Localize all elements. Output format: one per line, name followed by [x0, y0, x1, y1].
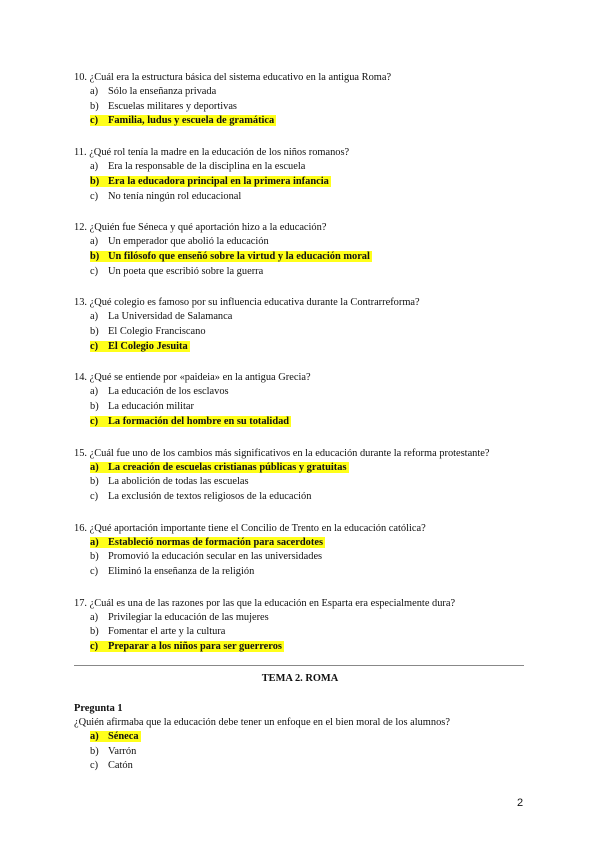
option-text: Sólo la enseñanza privada — [108, 86, 217, 97]
option-text: Era la educadora principal en la primera infancia — [108, 175, 329, 187]
section-title: TEMA 2. ROMA — [261, 673, 339, 684]
pregunta-text: ¿Quién afirmaba que la educación debe tener un enfoque en el bien moral de los alumnos? — [74, 717, 450, 728]
pregunta-options — [74, 730, 544, 774]
option — [74, 385, 544, 400]
option-text: La abolición de todas las escuelas — [108, 476, 249, 488]
option-text: Privilegiar la educación de las mujeres — [108, 611, 269, 623]
question-text: 13. ¿Qué colegio es famoso por su influencia educativa durante la Contrarreforma? — [74, 297, 420, 309]
highlighted-answer — [90, 115, 276, 126]
question-text: 12. ¿Quién fue Séneca y qué aportación hizo a la educación? — [74, 222, 327, 234]
option-text: Era la responsable de la disciplina en la escuela — [108, 161, 306, 173]
option-letter: c) — [90, 265, 99, 277]
option-letter: a) — [90, 461, 99, 473]
option — [74, 550, 544, 565]
question-text: 17. ¿Cuál es una de las razones por las que la educación en Esparta era especialmente dura? — [74, 597, 456, 609]
option — [74, 475, 544, 490]
pregunta-block — [74, 702, 544, 774]
option-text: Fomentar el arte y la cultura — [108, 626, 226, 638]
option-letter: b) — [90, 476, 99, 488]
option-correct — [74, 250, 544, 265]
option-letter: a) — [90, 731, 99, 742]
option-letter: c) — [90, 641, 99, 653]
option-letter: c) — [90, 115, 99, 127]
question-block — [74, 522, 544, 580]
option — [74, 745, 544, 760]
option — [74, 565, 544, 580]
option — [74, 160, 544, 175]
option-text: Varrón — [108, 745, 137, 757]
option — [74, 759, 544, 774]
option-correct — [74, 461, 544, 476]
option-text: El Colegio Jesuita — [108, 340, 188, 352]
option-text: El Colegio Franciscano — [108, 326, 206, 338]
question-options — [74, 611, 544, 655]
option — [74, 625, 544, 640]
option-letter: a) — [90, 161, 99, 173]
option-correct — [74, 640, 544, 655]
question-text: 15. ¿Cuál fue uno de los cambios más significativos en la educación durante la reforma protestante? — [74, 447, 490, 459]
question-block — [74, 71, 544, 129]
option-correct — [74, 730, 544, 745]
question-options — [74, 235, 544, 279]
option — [74, 490, 544, 505]
question-options — [74, 85, 544, 129]
highlighted-answer — [90, 641, 284, 652]
option — [74, 265, 544, 280]
option-letter: a) — [90, 86, 99, 97]
option-letter: a) — [90, 236, 99, 248]
option-text: Preparar a los niños para ser guerreros — [108, 641, 282, 653]
option-text: Promovió la educación secular en las universidades — [108, 551, 323, 563]
option-letter: b) — [90, 401, 99, 413]
option-letter: b) — [90, 745, 99, 757]
question-text: 16. ¿Qué aportación importante tiene el Concilio de Trento en la educación católica? — [74, 522, 426, 534]
option-correct — [74, 340, 544, 355]
option — [74, 611, 544, 626]
question-list — [74, 71, 544, 672]
option-letter: c) — [90, 490, 99, 502]
option — [74, 310, 544, 325]
question-text: 10. ¿Cuál era la estructura básica del sistema educativo en la antigua Roma? — [74, 72, 392, 83]
option-letter: c) — [90, 340, 99, 352]
question-block — [74, 371, 544, 429]
option-text: La Universidad de Salamanca — [108, 311, 233, 323]
option-letter: b) — [90, 100, 99, 112]
option — [74, 235, 544, 250]
option-letter: b) — [90, 551, 99, 563]
option-text: Eliminó la enseñanza de la religión — [108, 566, 255, 578]
option-letter: b) — [90, 326, 99, 338]
option-text: Un poeta que escribió sobre la guerra — [108, 265, 264, 277]
page-number: 2 — [517, 797, 524, 809]
highlighted-answer — [90, 537, 325, 548]
question-options — [74, 310, 544, 354]
option-letter: c) — [90, 415, 99, 427]
question-block — [74, 447, 544, 505]
option-text: Un emperador que abolió la educación — [108, 236, 269, 248]
option-letter: c) — [90, 566, 99, 578]
option-text: Escuelas militares y deportivas — [108, 100, 237, 112]
option-letter: a) — [90, 536, 99, 548]
option-text: Un filósofo que enseñó sobre la virtud y la educación moral — [108, 250, 370, 262]
option-letter: b) — [90, 626, 99, 638]
option-text: Familia, ludus y escuela de gramática — [108, 115, 275, 127]
option-text: La exclusión de textos religiosos de la educación — [108, 490, 312, 502]
section-divider — [74, 665, 524, 666]
option-letter: a) — [90, 386, 99, 398]
question-block — [74, 597, 544, 655]
highlighted-answer — [90, 462, 349, 473]
option-correct — [74, 175, 544, 190]
option-correct — [74, 536, 544, 551]
option-text: La educación de los esclavos — [108, 386, 229, 398]
question-block — [74, 296, 544, 354]
option-correct — [74, 114, 544, 129]
question-text: 11. ¿Qué rol tenía la madre en la educación de los niños romanos? — [74, 147, 350, 159]
highlighted-answer — [90, 416, 291, 427]
option — [74, 325, 544, 340]
question-options — [74, 160, 544, 204]
option — [74, 400, 544, 415]
option-text: La formación del hombre en su totalidad — [108, 415, 290, 427]
option-letter: b) — [90, 250, 100, 262]
option-text: La educación militar — [108, 401, 194, 413]
option — [74, 85, 544, 100]
option-text: La creación de escuelas cristianas públicas y gratuitas — [108, 461, 347, 473]
option-letter: c) — [90, 760, 99, 772]
highlighted-answer — [90, 341, 190, 352]
option-text: Catón — [108, 760, 133, 772]
question-options — [74, 536, 544, 580]
option-correct — [74, 415, 544, 430]
question-text: 14. ¿Qué se entiende por «paideia» en la antigua Grecia? — [74, 372, 311, 384]
question-block — [74, 221, 544, 279]
question-options — [74, 461, 544, 505]
pregunta-title: Pregunta 1 — [74, 703, 123, 714]
option — [74, 100, 544, 115]
highlighted-answer — [90, 731, 141, 742]
question-block — [74, 146, 544, 204]
option-letter: b) — [90, 175, 100, 187]
option-letter: a) — [90, 611, 99, 623]
option-letter: a) — [90, 311, 99, 323]
option-letter: c) — [90, 190, 99, 202]
option-text: Séneca — [108, 731, 139, 742]
option-text: No tenía ningún rol educacional — [108, 190, 242, 202]
option-text: Estableció normas de formación para sacerdotes — [108, 536, 323, 548]
highlighted-answer — [90, 176, 331, 187]
question-options — [74, 385, 544, 429]
highlighted-answer — [90, 251, 372, 262]
option — [74, 190, 544, 205]
